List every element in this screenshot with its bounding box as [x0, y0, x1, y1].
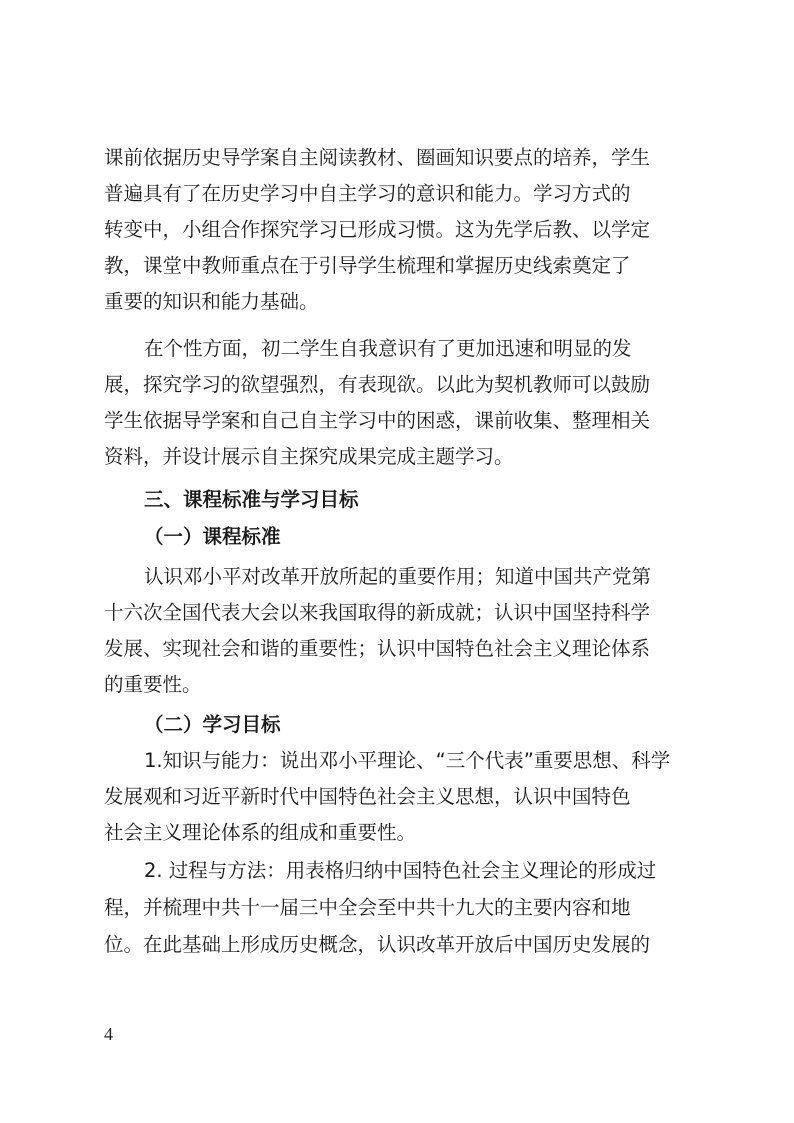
- paragraph-line: 展，探究学习的欲望强烈，有表现欲。以此为契机教师可以鼓励: [104, 373, 651, 396]
- paragraph-line: 程，并梳理中共十一届三中全会至中共十九大的主要内容和地: [104, 896, 631, 919]
- paragraph-line: 十六次全国代表大会以来我国取得的新成就；认识中国坚持科学: [104, 601, 651, 624]
- paragraph-line: 在个性方面，初二学生自我意识有了更加迅速和明显的发: [144, 337, 632, 360]
- paragraph-line: 普遍具有了在历史学习中自主学习的意识和能力。学习方式的: [104, 182, 631, 205]
- paragraph-line: 认识邓小平对改革开放所起的重要作用；知道中国共产党第: [144, 565, 652, 588]
- paragraph-line: 的重要性。: [104, 673, 202, 696]
- paragraph-line: 教，课堂中教师重点在于引导学生梳理和掌握历史线索奠定了: [104, 254, 631, 277]
- subsection-heading: （二）学习目标: [144, 713, 281, 736]
- paragraph-line: 转变中，小组合作探究学习已形成习惯。这为先学后教、以学定: [104, 218, 651, 241]
- page-number: 4: [104, 1024, 113, 1044]
- paragraph-line: 课前依据历史导学案自主阅读教材、圈画知识要点的培养，学生: [104, 146, 651, 169]
- paragraph-line: 2. 过程与方法：用表格归纳中国特色社会主义理论的形成过: [144, 859, 657, 882]
- subsection-heading: （一）课程标准: [144, 525, 281, 548]
- paragraph-line: 学生依据导学案和自己自主学习中的困惑，课前收集、整理相关: [104, 409, 651, 432]
- paragraph-line: 发展观和习近平新时代中国特色社会主义思想，认识中国特色: [104, 785, 631, 808]
- paragraph-line: 资料，并设计展示自主探究成果完成主题学习。: [104, 445, 514, 468]
- paragraph-line: 位。在此基础上形成历史概念，认识改革开放后中国历史发展的: [104, 933, 651, 956]
- section-heading: 三、课程标准与学习目标: [144, 488, 359, 511]
- paragraph-line: 1.知识与能力：说出邓小平理论、“三个代表”重要思想、科学: [144, 749, 671, 772]
- paragraph-line: 重要的知识和能力基础。: [104, 290, 319, 313]
- paragraph-line: 社会主义理论体系的组成和重要性。: [104, 821, 417, 844]
- paragraph-line: 发展、实现社会和谐的重要性；认识中国特色社会主义理论体系: [104, 637, 651, 660]
